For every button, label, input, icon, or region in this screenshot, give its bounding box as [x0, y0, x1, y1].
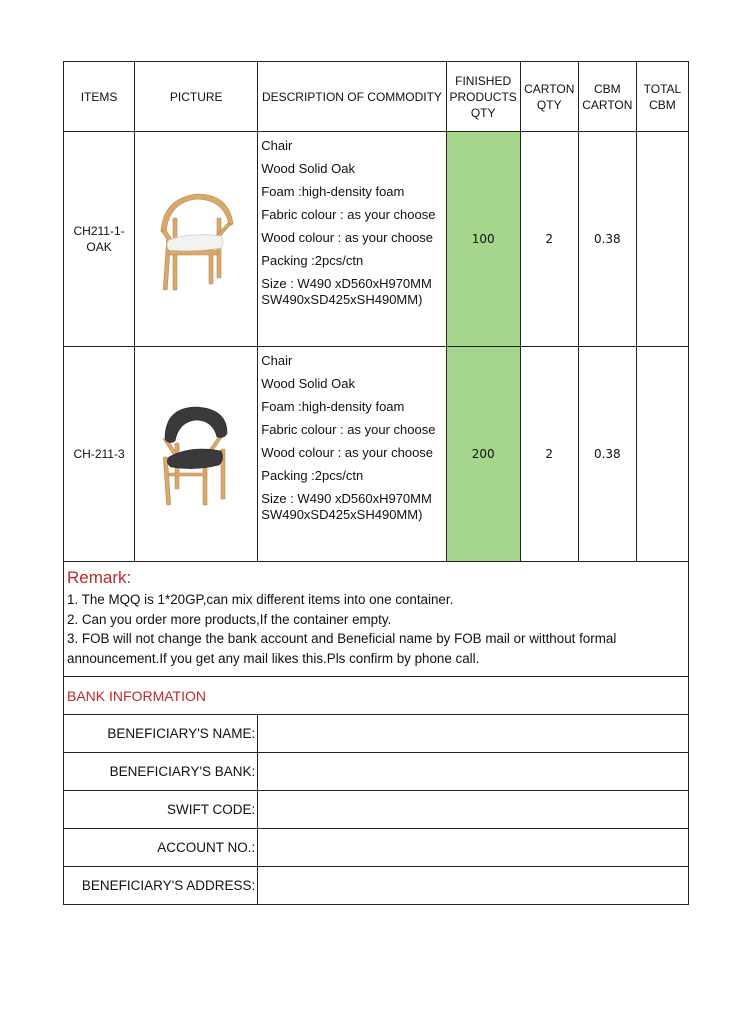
- header-cbm-carton-line: CBM: [593, 81, 621, 96]
- description-line: Foam :high-density foam: [261, 399, 405, 414]
- header-finished-qty-line: PRODUCTS: [449, 89, 517, 104]
- header-finished-qty: [446, 62, 520, 132]
- item-picture: [135, 132, 258, 347]
- bank-info-header: [64, 677, 689, 715]
- bank-field-row: [64, 791, 689, 829]
- item-code-line: OAK: [86, 240, 112, 254]
- description-line: Wood colour : as your choose: [261, 230, 434, 245]
- remark-line: 1. The MQQ is 1*20GP,can mix different items into one container.: [67, 592, 454, 607]
- header-total-cbm: [636, 62, 688, 132]
- item-code: [64, 132, 135, 347]
- table-row: [64, 132, 689, 347]
- item-description: [258, 132, 446, 347]
- header-items: ITEMS: [64, 62, 135, 132]
- header-cbm-carton: [578, 62, 636, 132]
- product-table: [63, 61, 689, 905]
- account-no-value: [258, 829, 689, 867]
- total-cbm-cell: [636, 347, 688, 562]
- beneficiary-address-label: BENEFICIARY'S ADDRESS:: [64, 867, 258, 905]
- description-line: Foam :high-density foam: [261, 184, 405, 199]
- swift-code-label: SWIFT CODE:: [64, 791, 258, 829]
- account-no-label: ACCOUNT NO.:: [64, 829, 258, 867]
- bank-info-title: BANK INFORMATION: [64, 677, 689, 715]
- description-line: Fabric colour : as your choose: [261, 422, 436, 437]
- description-line: Wood Solid Oak: [261, 376, 355, 391]
- cbm-carton-cell: 0.38: [578, 347, 636, 562]
- table-row: [64, 347, 689, 562]
- description-line: Packing :2pcs/ctn: [261, 468, 364, 483]
- item-code-line: CH211-1-: [73, 224, 125, 238]
- oak-chair-white-seat-icon: [151, 184, 241, 294]
- oak-chair-dark-upholstery-icon: [151, 399, 241, 509]
- header-total-cbm-line: CBM: [649, 97, 676, 112]
- table-header-row: [64, 62, 689, 132]
- header-total-cbm-line: TOTAL: [643, 81, 682, 96]
- header-carton-qty: [520, 62, 578, 132]
- remark-cell: [64, 562, 689, 677]
- bank-field-row: [64, 753, 689, 791]
- item-code: [64, 347, 135, 562]
- header-carton-qty-line: QTY: [536, 97, 562, 112]
- carton-qty-cell: 2: [520, 347, 578, 562]
- quotation-sheet: [63, 61, 689, 905]
- bank-field-row: [64, 715, 689, 753]
- remark-line: 2. Can you order more products,If the container empty.: [67, 611, 392, 627]
- size-line: SW490xSD425xSH490MM): [261, 507, 423, 522]
- description-line: Packing :2pcs/ctn: [261, 253, 364, 268]
- bank-field-row: [64, 829, 689, 867]
- item-code-line: CH-211-3: [73, 447, 125, 461]
- swift-code-value: [258, 791, 689, 829]
- description-size: [261, 491, 445, 523]
- description-line: Fabric colour : as your choose: [261, 207, 436, 222]
- beneficiary-name-value: [258, 715, 689, 753]
- size-line: Size : W490 xD560xH970MM: [261, 491, 432, 506]
- cbm-carton-cell: 0.38: [578, 132, 636, 347]
- finished-qty-cell: 200: [446, 347, 520, 562]
- item-picture: [135, 347, 258, 562]
- description-line: Chair: [261, 353, 293, 368]
- carton-qty-cell: 2: [520, 132, 578, 347]
- size-line: SW490xSD425xSH490MM): [261, 292, 423, 307]
- finished-qty-cell: 100: [446, 132, 520, 347]
- header-finished-qty-line: FINISHED: [455, 73, 512, 88]
- description-size: [261, 276, 445, 308]
- item-description: [258, 347, 446, 562]
- beneficiary-bank-value: [258, 753, 689, 791]
- description-line: Wood colour : as your choose: [261, 445, 434, 460]
- header-cbm-carton-line: CARTON: [582, 97, 633, 112]
- remark-title: Remark:: [67, 568, 132, 587]
- header-carton-qty-line: CARTON: [524, 81, 575, 96]
- total-cbm-cell: [636, 132, 688, 347]
- beneficiary-bank-label: BENEFICIARY'S BANK:: [64, 753, 258, 791]
- beneficiary-address-value: [258, 867, 689, 905]
- description-line: Chair: [261, 138, 293, 153]
- beneficiary-name-label: BENEFICIARY'S NAME:: [64, 715, 258, 753]
- remark-line: announcement.If you get any mail likes this.Pls confirm by phone call.: [67, 650, 480, 666]
- header-picture: PICTURE: [135, 62, 258, 132]
- remark-line: 3. FOB will not change the bank account and Beneficial name by FOB mail or witthout formal: [67, 631, 617, 646]
- remark-section: [64, 562, 689, 677]
- description-line: Wood Solid Oak: [261, 161, 355, 176]
- header-description: DESCRIPTION OF COMMODITY: [258, 62, 446, 132]
- header-finished-qty-line: QTY: [470, 105, 496, 120]
- bank-field-row: [64, 867, 689, 905]
- size-line: Size : W490 xD560xH970MM: [261, 276, 432, 291]
